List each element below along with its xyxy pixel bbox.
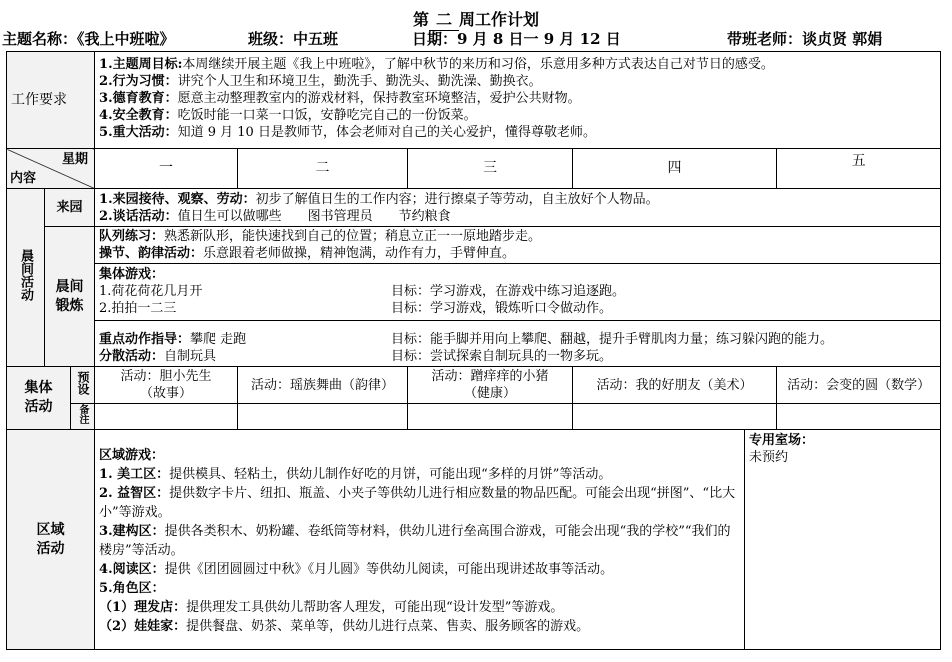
note-thu: [573, 404, 777, 430]
group-games-title: 集体游戏：: [99, 267, 165, 282]
area-item: （1）理发店：提供理发工具供幼儿帮助客人理发，可能出现“设计发型”等游戏。: [99, 600, 564, 615]
title-suffix: 周工作计划: [459, 10, 540, 29]
requirements-content: [95, 52, 941, 149]
morning-exercise-label: 晨间锻炼: [45, 227, 95, 367]
note-mon: [95, 404, 238, 430]
morning-activity-label: 晨间活动: [7, 189, 45, 367]
teacher-names: 带班老师：谈贞贤 郭娟: [727, 30, 883, 48]
game-item: 2.拍拍一二三 目标：学习游戏，锻炼听口令做动作。: [99, 301, 613, 316]
activity-fri: 活动：会变的圆（数学）: [777, 367, 941, 404]
exercise-games-content: [95, 264, 941, 367]
title-week-number: 二: [429, 7, 459, 31]
area-item: 4.阅读区：提供《团团圆圆过中秋》《月儿圆》等供幼儿阅读，可能出现讲述故事等活动。: [99, 562, 614, 577]
arrival-content: 1.来园接待、观察、劳动：初步了解值日生的工作内容；进行擦桌子等劳动，自主放好个人物品。 2.谈话活动：值日生可以做哪些 图书管理员 节约粮食: [95, 189, 941, 227]
free-activity-item: 分散活动：自制玩具 目标：尝试探索自制玩具的一物多玩。: [99, 349, 613, 364]
area-title: 区域游戏：: [99, 448, 165, 463]
weekday-mon: 一: [95, 149, 238, 189]
exercise-drill-content: 队列练习：熟悉新队形，能快速找到自己的位置；稍息立正一一原地踏步走。 操节、韵律活动：乐意跟着老师做操，精神饱满，动作有力，手臂伸直。: [95, 227, 941, 264]
activity-mon: 活动：胆小先生 （故事）: [95, 367, 238, 404]
special-room-cell: [745, 430, 941, 650]
weekday-wed: 三: [408, 149, 573, 189]
area-item: （2）娃娃家：提供餐盘、奶茶、菜单等，供幼儿进行点菜、售卖、服务顾客的游戏。: [99, 619, 590, 634]
area-content: [95, 430, 745, 650]
weekday-thu: 四: [573, 149, 777, 189]
note-label: 备注: [71, 404, 95, 430]
area-item: 5.角色区：: [99, 581, 165, 596]
activity-thu: 活动：我的好朋友（美术）: [573, 367, 777, 404]
group-activity-label: 集体活动: [7, 367, 71, 430]
requirements-label: 工作要求: [7, 52, 95, 149]
requirement-item: 5.重大活动：知道 9 月 10 日是教师节，体会老师对自己的关心爱护，懂得尊敬老师。: [99, 125, 596, 140]
requirement-item: 3.德育教育：愿意主动整理教室内的游戏材料，保持教室环境整洁，爱护公共财物。: [99, 91, 581, 106]
theme-name: 主题名称：《我上中班啦》: [2, 30, 175, 48]
activity-wed: 活动：蹭痒痒的小猪 （健康）: [408, 367, 573, 404]
game-item: 1.荷花荷花几月开 目标：学习游戏，在游戏中练习追逐跑。: [99, 284, 626, 299]
area-item: 1. 美工区：提供模具、轻粘土，供幼儿制作好吃的月饼，可能出现“多样的月饼”等活动。: [99, 467, 612, 482]
weekly-plan-table: [6, 51, 941, 650]
content-label: 内容: [10, 171, 37, 186]
requirement-item: 1.主题周目标:本周继续开展主题《我上中班啦》，了解中秋节的来历和习俗，乐意用多种方式表达自己对节日的感受。: [99, 57, 774, 72]
weekday-corner-cell: [7, 149, 95, 189]
activity-tue: 活动：瑶族舞曲（韵律）: [238, 367, 408, 404]
area-item: 2. 益智区：提供数字卡片、纽扣、瓶盖、小夹子等供幼儿进行相应数量的物品匹配。可能会出现“拼图”、“比大小”等游戏。: [99, 486, 736, 520]
area-activity-label: 区域活动: [7, 430, 95, 650]
arrival-label: 来园: [45, 189, 95, 227]
requirement-item: 4.安全教育：吃饭时能一口菜一口饭，安静吃完自己的一份饭菜。: [99, 108, 477, 123]
key-movement-item: 重点动作指导：攀爬 走跑 目标：能手脚并用向上攀爬、翻越，提升手臂肌肉力量；练习躲闪跑的能力。: [99, 332, 834, 347]
area-item: 3.建构区：提供各类积木、奶粉罐、卷纸筒等材料，供幼儿进行垒高围合游戏，可能会出现“我的学校”“我们的楼房”等活动。: [99, 524, 731, 558]
class-name: 班级：中五班: [248, 30, 339, 48]
note-wed: [408, 404, 573, 430]
requirement-item: 2.行为习惯：讲究个人卫生和环境卫生，勤洗手、勤洗头、勤洗澡、勤换衣。: [99, 74, 542, 89]
plan-label: 预设: [71, 367, 95, 404]
weekday-tue: 二: [238, 149, 408, 189]
title-prefix: 第: [412, 10, 429, 29]
week-label: 星期: [62, 152, 89, 167]
special-room-value: 未预约: [749, 450, 789, 465]
note-tue: [238, 404, 408, 430]
date-range: 日期：9 月 8 日一 9 月 12 日: [412, 30, 621, 48]
note-fri: [777, 404, 941, 430]
weekday-fri: 五: [777, 149, 941, 189]
special-room-label: 专用室场：: [749, 433, 815, 448]
